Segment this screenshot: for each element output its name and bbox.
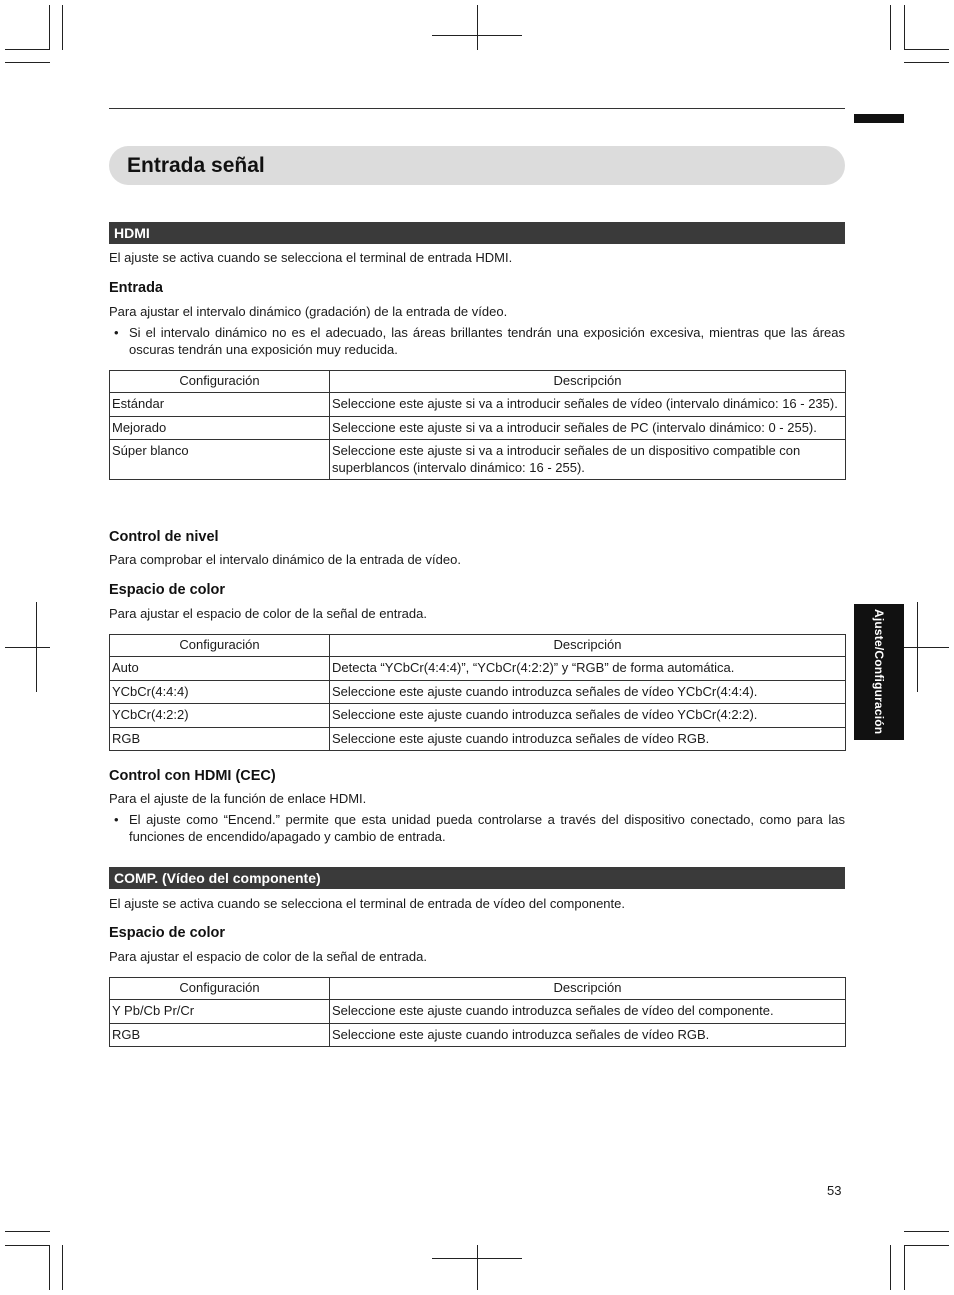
cell-config: Y Pb/Cb Pr/Cr — [110, 1000, 330, 1024]
side-tab — [854, 604, 904, 740]
subheading-control-nivel: Control de nivel — [109, 529, 219, 545]
bullet-dot: • — [114, 812, 119, 827]
cec-bullet — [109, 811, 845, 845]
control-nivel-description: Para comprobar el intervalo dinámico de la entrada de vídeo. — [109, 552, 461, 567]
table-row — [110, 1023, 846, 1047]
table-row — [110, 657, 846, 681]
cell-description: Seleccione este ajuste si va a introducir señales de un dispositivo compatible con superblancos (intervalo dinámico: 16 - 255). — [330, 440, 846, 480]
cell-config: RGB — [110, 1023, 330, 1047]
cell-description: Seleccione este ajuste cuando introduzca señales de vídeo YCbCr(4:2:2). — [330, 704, 846, 728]
cell-description: Seleccione este ajuste cuando introduzca señales de vídeo del componente. — [330, 1000, 846, 1024]
section-intro: El ajuste se activa cuando se selecciona el terminal de entrada de vídeo del componente. — [109, 896, 625, 911]
bullet-dot: • — [114, 325, 119, 340]
table-header-row — [110, 371, 846, 393]
cell-description: Detecta “YCbCr(4:4:4)”, “YCbCr(4:2:2)” y “RGB” de forma automática. — [330, 657, 846, 681]
espacio-color-table — [109, 634, 846, 751]
cell-description: Seleccione este ajuste cuando introduzca señales de vídeo RGB. — [330, 727, 846, 751]
page-title: Entrada señal — [127, 153, 265, 177]
cell-description: Seleccione este ajuste cuando introduzca señales de vídeo RGB. — [330, 1023, 846, 1047]
table-row — [110, 727, 846, 751]
cell-description: Seleccione este ajuste cuando introduzca señales de vídeo YCbCr(4:4:4). — [330, 680, 846, 704]
cell-config: RGB — [110, 727, 330, 751]
section-header-label: HDMI — [114, 225, 150, 241]
col-header-config: Configuración — [110, 978, 330, 1000]
table-row — [110, 393, 846, 417]
col-header-desc: Descripción — [330, 635, 846, 657]
table-header-row — [110, 978, 846, 1000]
cell-description: Seleccione este ajuste si va a introducir señales de PC (intervalo dinámico: 0 - 255). — [330, 416, 846, 440]
side-marker — [854, 114, 904, 123]
cell-config: YCbCr(4:2:2) — [110, 704, 330, 728]
subheading-espacio-color: Espacio de color — [109, 582, 226, 598]
table-row — [110, 416, 846, 440]
table-row — [110, 704, 846, 728]
entrada-description: Para ajustar el intervalo dinámico (gradación) de la entrada de vídeo. — [109, 304, 508, 319]
side-tab-label: Ajuste/Configuración — [872, 609, 886, 735]
cell-config: Auto — [110, 657, 330, 681]
col-header-desc: Descripción — [330, 371, 846, 393]
section-header-label: COMP. (Vídeo del componente) — [114, 870, 321, 886]
cell-config: Súper blanco — [110, 440, 330, 480]
bullet-text: Si el intervalo dinámico no es el adecuado, las áreas brillantes tendrán una exposición excesiva, mientras que las áreas oscuras tendrán una exposición muy reducida. — [129, 325, 845, 357]
table-row — [110, 1000, 846, 1024]
espacio-color-description: Para ajustar el espacio de color de la señal de entrada. — [109, 606, 427, 621]
cell-config: Mejorado — [110, 416, 330, 440]
bullet-text: El ajuste como “Encend.” permite que esta unidad pueda controlarse a través del dispositivo conectado, como para las funciones de encendido/apagado y cambio de entrada. — [129, 812, 845, 844]
subheading-espacio-color-comp: Espacio de color — [109, 925, 226, 941]
table-row — [110, 680, 846, 704]
col-header-desc: Descripción — [330, 978, 846, 1000]
page-number: 53 — [827, 1183, 842, 1198]
cell-config: YCbCr(4:4:4) — [110, 680, 330, 704]
cell-description: Seleccione este ajuste si va a introducir señales de vídeo (intervalo dinámico: 16 - 235). — [330, 393, 846, 417]
subheading-entrada: Entrada — [109, 280, 163, 296]
table-header-row — [110, 635, 846, 657]
entrada-table — [109, 370, 846, 480]
cell-config: Estándar — [110, 393, 330, 417]
section-intro: El ajuste se activa cuando se selecciona el terminal de entrada HDMI. — [109, 250, 513, 265]
col-header-config: Configuración — [110, 635, 330, 657]
section-header-hdmi — [109, 222, 845, 244]
entrada-bullet — [109, 324, 845, 358]
title-bar — [109, 146, 845, 185]
espacio-color-comp-description: Para ajustar el espacio de color de la señal de entrada. — [109, 949, 427, 964]
cec-description: Para el ajuste de la función de enlace HDMI. — [109, 791, 367, 806]
subheading-cec: Control con HDMI (CEC) — [109, 768, 276, 784]
table-row — [110, 440, 846, 480]
header-rule — [109, 108, 845, 109]
section-header-comp — [109, 867, 845, 889]
comp-espacio-color-table — [109, 977, 846, 1047]
col-header-config: Configuración — [110, 371, 330, 393]
